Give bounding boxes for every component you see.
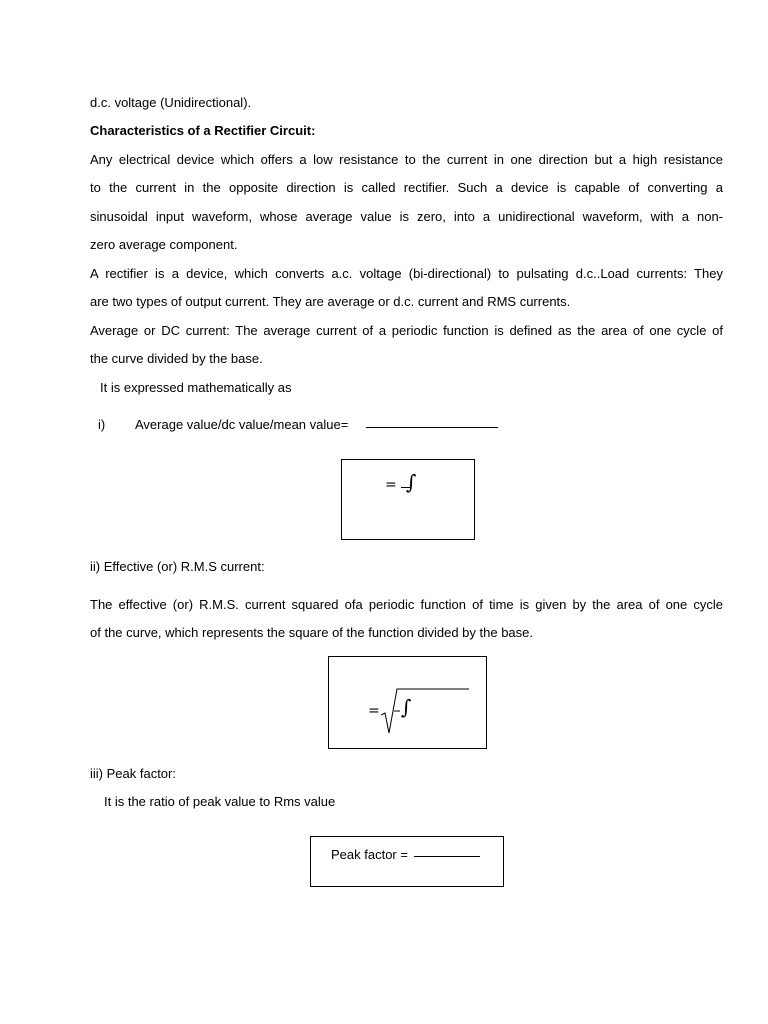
peak-factor-label: Peak factor = — [331, 847, 408, 862]
fraction-line — [414, 856, 480, 857]
paragraph-line: Average or DC current: The average current of a periodic function is defined as the area of one cycle of — [90, 323, 723, 338]
list-marker: i) — [98, 417, 106, 432]
paragraph-line: sinusoidal input waveform, whose average value is zero, into a unidirectional waveform, with a non- — [90, 209, 723, 224]
integral-symbol: ∫ — [401, 695, 412, 719]
text-line: d.c. voltage (Unidirectional). — [90, 95, 252, 110]
paragraph-line: Any electrical device which offers a low resistance to the current in one direction but a high resistance — [90, 152, 723, 167]
list-item-heading: iii) Peak factor: — [90, 766, 176, 781]
section-heading: Characteristics of a Rectifier Circuit: — [90, 123, 316, 138]
paragraph-line: It is expressed mathematically as — [100, 380, 292, 395]
paragraph-line: of the curve, which represents the square of the function divided by the base. — [90, 625, 533, 640]
paragraph-line: the curve divided by the base. — [90, 351, 263, 366]
integral-symbol: ∫ — [406, 470, 417, 494]
paragraph-line: The effective (or) R.M.S. current squared ofa periodic function of time is given by the area of one cycle — [90, 597, 723, 612]
equals-sign: = — [368, 703, 380, 719]
equals-sign: = — [385, 477, 397, 493]
paragraph-line: to the current in the opposite direction is called rectifier. Such a device is capable of converting a — [90, 180, 723, 195]
formula-box — [328, 656, 487, 749]
paragraph-line: zero average component. — [90, 237, 238, 252]
list-item-label: Average value/dc value/mean value= — [135, 417, 349, 432]
formula-box — [310, 836, 504, 887]
formula-box — [341, 459, 475, 540]
paragraph-line: A rectifier is a device, which converts a.c. voltage (bi-directional) to pulsating d.c..Load currents: They — [90, 266, 723, 281]
paragraph-line: It is the ratio of peak value to Rms value — [104, 794, 336, 809]
list-item-heading: ii) Effective (or) R.M.S current: — [90, 559, 265, 574]
paragraph-line: are two types of output current. They are average or d.c. current and RMS currents. — [90, 294, 571, 309]
square-root-icon — [381, 687, 471, 737]
fraction-line — [366, 427, 498, 428]
